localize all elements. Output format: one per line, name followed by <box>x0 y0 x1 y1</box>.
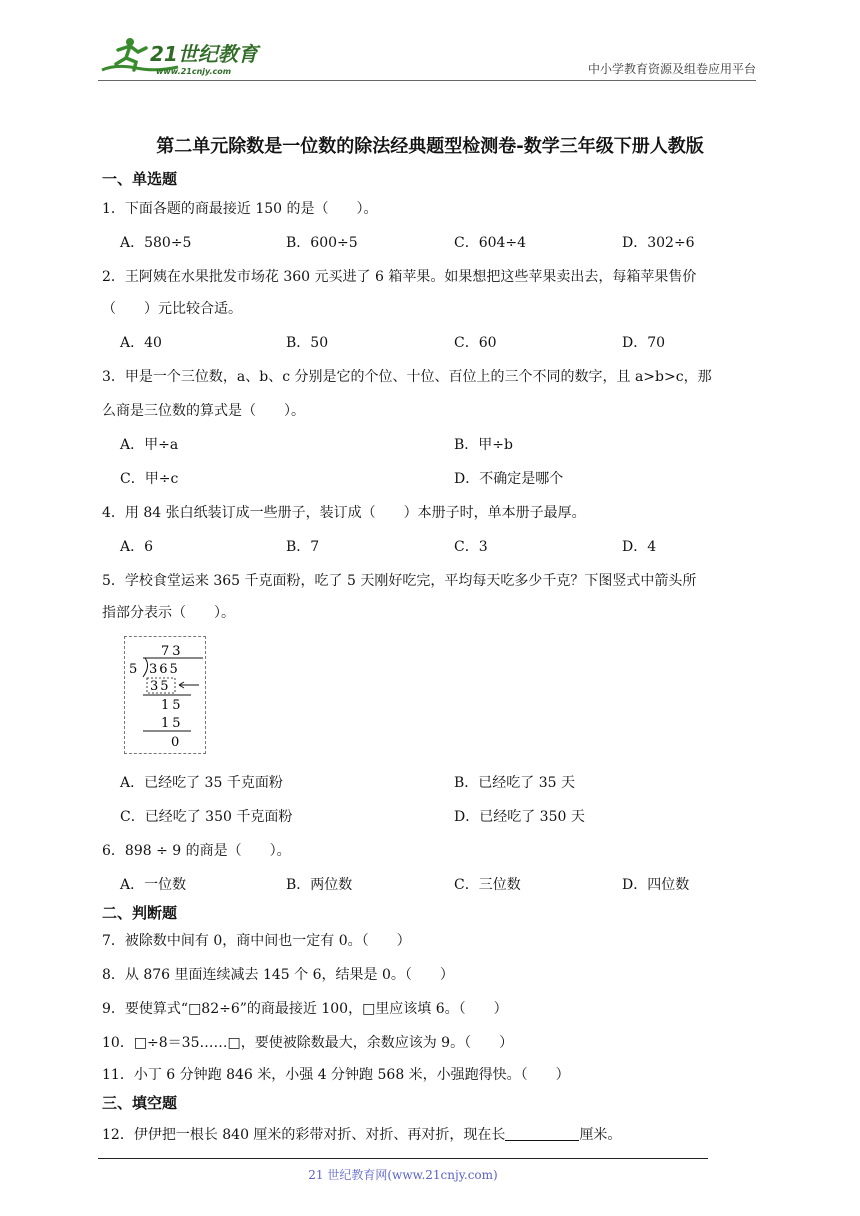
q6-option-d: D．四位数 <box>622 877 690 893</box>
answer-blank[interactable] <box>505 1126 579 1141</box>
question-2-line1: 2．王阿姨在水果批发市场花 360 元买进了 6 箱苹果。如果想把这些苹果卖出去，每箱苹果售价 <box>102 269 697 285</box>
section-heading-true-false: 二、判断题 <box>102 904 178 922</box>
long-division-figure <box>124 636 206 754</box>
question-7: 7．被除数中间有 0，商中间也一定有 0。（ ） <box>102 933 411 949</box>
q4-option-d: D．4 <box>622 539 657 555</box>
question-1: 1．下面各题的商最接近 150 的是（ ）。 <box>102 201 378 217</box>
header-divider <box>98 80 756 81</box>
question-9: 9．要使算式“□82÷6”的商最接近 100，□里应该填 6。（ ） <box>102 1001 508 1017</box>
q6-option-a: A．一位数 <box>120 877 187 893</box>
question-3-line1: 3．甲是一个三位数，a、b、c 分别是它的个位、十位、百位上的三个不同的数字，且 a>b>c，那 <box>102 369 712 385</box>
question-3-line2: 么商是三位数的算式是（ ）。 <box>102 403 305 419</box>
question-8: 8．从 876 里面连续减去 145 个 6，结果是 0。（ ） <box>102 967 454 983</box>
logo-main-text: 21世纪教育 <box>150 42 258 66</box>
q2-option-c: C．60 <box>454 335 497 351</box>
question-4: 4．用 84 张白纸装订成一些册子，装订成（ ）本册子时，单本册子最厚。 <box>102 505 586 521</box>
platform-name: 中小学教育资源及组卷应用平台 <box>587 62 756 76</box>
runner-logo-icon <box>96 34 266 78</box>
question-6: 6．898 ÷ 9 的商是（ ）。 <box>102 843 291 859</box>
site-logo <box>96 34 266 78</box>
question-2-line2: （ ）元比较合适。 <box>102 301 242 317</box>
section-heading-single-choice: 一、单选题 <box>102 170 178 188</box>
q4-option-b: B．7 <box>286 539 320 555</box>
question-12-after: 厘米。 <box>579 1127 622 1143</box>
division-step3: 15 <box>161 716 184 731</box>
footer-divider <box>98 1158 708 1159</box>
section-heading-fill-blank: 三、填空题 <box>102 1094 178 1112</box>
q1-option-a: A．580÷5 <box>120 235 192 251</box>
q3-option-d: D．不确定是哪个 <box>454 471 564 487</box>
division-step1: 35 <box>150 679 171 694</box>
q4-option-a: A．6 <box>120 539 154 555</box>
page-title: 第二单元除数是一位数的除法经典题型检测卷-数学三年级下册人教版 <box>156 136 704 157</box>
q3-option-a: A．甲÷a <box>120 437 179 453</box>
q1-option-c: C．604÷4 <box>454 235 527 251</box>
q2-option-a: A．40 <box>120 335 162 351</box>
q6-option-b: B．两位数 <box>286 877 353 893</box>
q5-option-a: A．已经吃了 35 千克面粉 <box>120 775 283 791</box>
question-5-line2: 指部分表示（ ）。 <box>102 605 235 621</box>
q6-option-c: C．三位数 <box>454 877 521 893</box>
question-12 <box>102 1124 621 1144</box>
q5-option-b: B．已经吃了 35 天 <box>454 775 576 791</box>
logo-url-text: www.21cnjy.com <box>156 67 232 76</box>
division-step2: 15 <box>161 698 184 713</box>
division-dividend: 365 <box>149 662 180 677</box>
division-divisor: 5 <box>129 662 138 677</box>
question-10: 10．□÷8＝35……□，要使被除数最大，余数应该为 9。（ ） <box>102 1035 514 1051</box>
q4-option-c: C．3 <box>454 539 488 555</box>
q1-option-d: D．302÷6 <box>622 235 695 251</box>
question-11: 11．小丁 6 分钟跑 846 米，小强 4 分钟跑 568 米，小强跑得快。（ ） <box>102 1067 570 1083</box>
q3-option-b: B．甲÷b <box>454 437 513 453</box>
q1-option-b: B．600÷5 <box>286 235 358 251</box>
division-remainder: 0 <box>171 735 180 750</box>
q3-option-c: C．甲÷c <box>120 471 179 487</box>
division-quotient: 73 <box>161 644 184 659</box>
q5-option-c: C．已经吃了 350 千克面粉 <box>120 809 293 825</box>
question-5-line1: 5．学校食堂运来 365 千克面粉，吃了 5 天刚好吃完，平均每天吃多少千克？下图竖式中箭头所 <box>102 573 697 589</box>
q2-option-b: B．50 <box>286 335 329 351</box>
footer-link[interactable]: 21 世纪教育网(www.21cnjy.com) <box>308 1168 498 1182</box>
question-12-before: 12．伊伊把一根长 840 厘米的彩带对折、对折、再对折，现在长 <box>102 1127 506 1143</box>
q5-option-d: D．已经吃了 350 天 <box>454 809 585 825</box>
q2-option-d: D．70 <box>622 335 666 351</box>
